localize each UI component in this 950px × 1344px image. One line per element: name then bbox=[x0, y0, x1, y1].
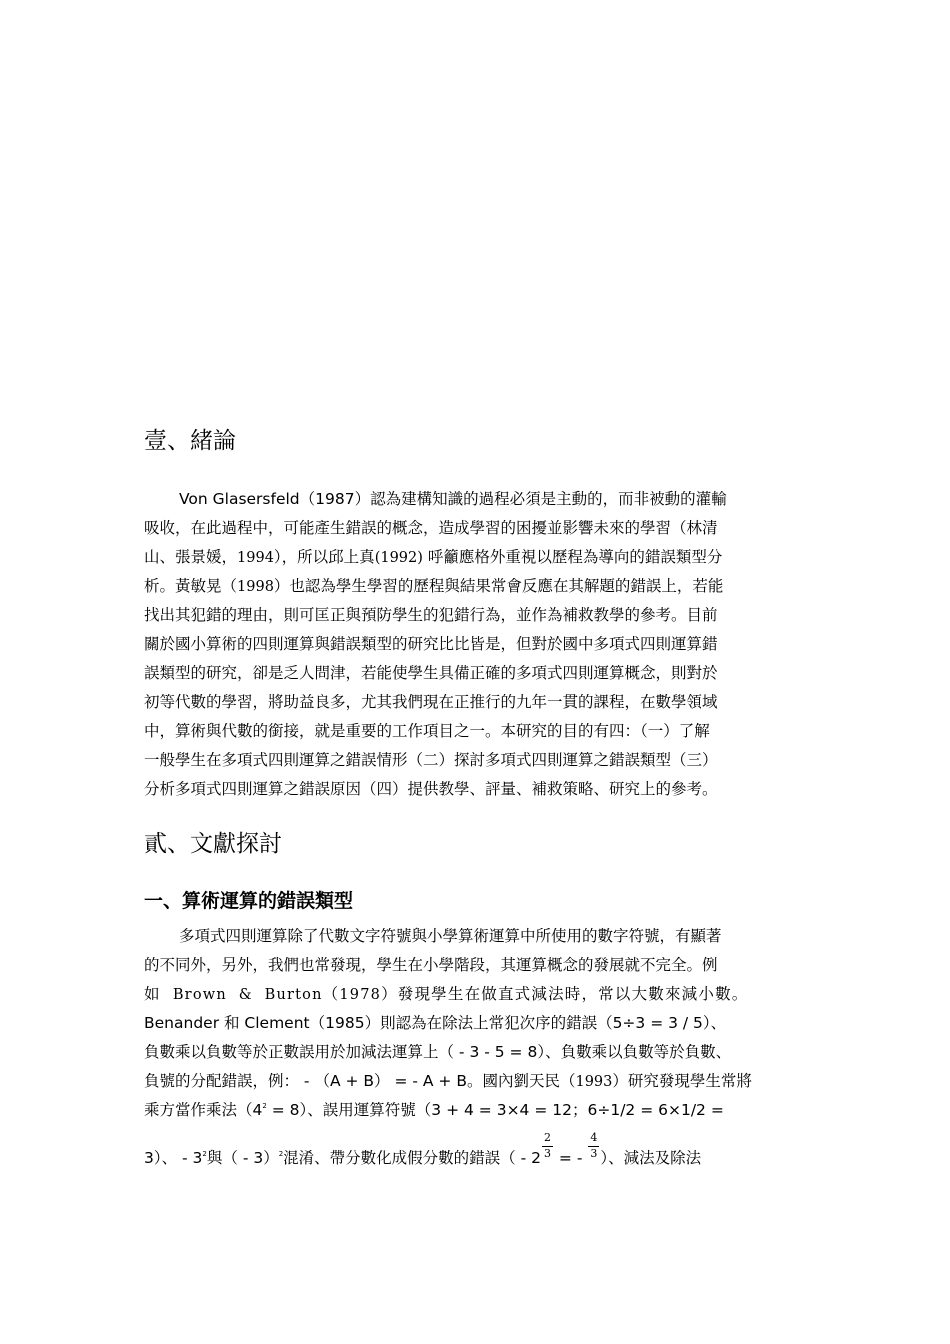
section-heading-literature-review bbox=[144, 829, 809, 859]
paragraph-line: 如 Brown & Burton（1978）發現學生在做直式減法時，常以大數來減小數。 bbox=[144, 985, 749, 1003]
paragraph-line: 的不同外，另外，我們也常發現，學生在小學階段，其運算概念的發展就不完全。例 bbox=[144, 956, 718, 974]
subsection-heading bbox=[144, 888, 809, 914]
heading-text: 貳、文獻探討 bbox=[144, 831, 282, 857]
paragraph-line: 分析多項式四則運算之錯誤原因（四）提供教學、評量、補救策略、研究上的參考。 bbox=[144, 780, 718, 798]
paragraph-line: 析。黃敏晃（1998）也認為學生學習的歷程與結果常會反應在其解題的錯誤上，若能 bbox=[144, 577, 724, 595]
paragraph-line: 3）、 - $3^2$與（ - 3）$^2$混淆、帶分數化成假分數的錯誤（ - 2 $\frac{2}{3}$ = - $\frac{4}{3}$ ）、減法及除法 bbox=[144, 1146, 809, 1170]
paragraph-line: Benander 和 Clement（1985）則認為在除法上常犯次序的錯誤（5÷3 = 3 / 5）、 bbox=[144, 1014, 727, 1032]
paragraph-line: Von Glasersfeld（1987）認為建構知識的過程必須是主動的，而非被動的灌輸 bbox=[179, 490, 727, 508]
paragraph-line: 找出其犯錯的理由，則可匡正與預防學生的犯錯行為，並作為補救教學的參考。目前 bbox=[144, 606, 718, 624]
paragraph-line: 中，算術與代數的銜接，就是重要的工作項目之一。本研究的目的有四：（一）了解 bbox=[144, 722, 710, 740]
paragraph-line: 負數乘以負數等於正數誤用於加減法運算上（ - 3 - 5 = 8）、負數乘以負數等於負數、 bbox=[144, 1043, 732, 1061]
paragraph-line: 關於國小算術的四則運算與錯誤類型的研究比比皆是，但對於國中多項式四則運算錯 bbox=[144, 635, 718, 653]
section-heading-introduction bbox=[144, 426, 809, 456]
paragraph-line: 一般學生在多項式四則運算之錯誤情形（二）探討多項式四則運算之錯誤類型（三） bbox=[144, 751, 718, 769]
fraction-four-thirds: $\frac{4}{3}$ bbox=[590, 1131, 598, 1160]
paragraph-line: 山、張景媛，1994），所以邱上真(1992) 呼籲應格外重視以歷程為導向的錯誤類型分 bbox=[144, 548, 723, 566]
paragraph-line: 負號的分配錯誤，例： - （A + B） = - A + B。國內劉天民（1993）研究發現學生常將 bbox=[144, 1072, 752, 1090]
paragraph-line: 誤類型的研究，卻是乏人問津，若能使學生具備正確的多項式四則運算概念，則對於 bbox=[144, 664, 718, 682]
fraction-two-thirds: $\frac{2}{3}$ bbox=[543, 1131, 551, 1160]
paragraph-line: 乘方當作乘法$(4^2 = 8)$、誤用運算符號（3 + 4 = 3×4 = 12；6÷1/2 = 6×1/2 = bbox=[144, 1101, 724, 1119]
heading-text: 壹、緒論 bbox=[144, 428, 236, 454]
paragraph-line: 吸收，在此過程中，可能產生錯誤的概念，造成學習的困擾並影響未來的學習（林清 bbox=[144, 519, 718, 537]
paragraph-line: 初等代數的學習，將助益良多，尤其我們現在正推行的九年一貫的課程，在數學領域 bbox=[144, 693, 718, 711]
subheading-text: 一、算術運算的錯誤類型 bbox=[144, 890, 354, 912]
paragraph-line: 多項式四則運算除了代數文字符號與小學算術運算中所使用的數字符號，有顯著 bbox=[179, 927, 722, 945]
